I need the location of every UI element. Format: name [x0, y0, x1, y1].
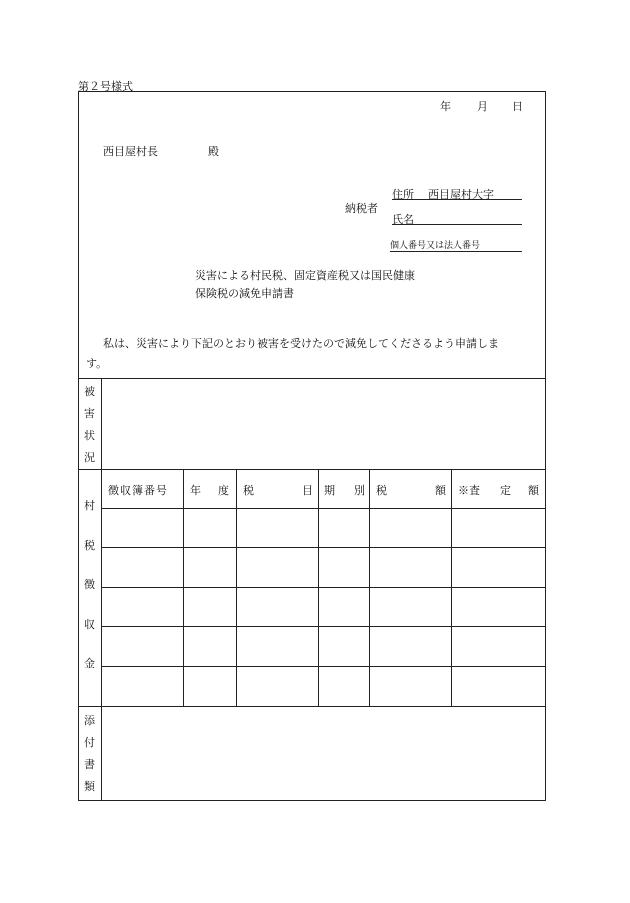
header-amount-a: 税 [376, 484, 387, 497]
addressee-name: 西目屋村長 [103, 145, 158, 158]
table-row-line [101, 666, 546, 667]
form-number: 第２号様式 [78, 80, 133, 93]
header-period-a: 期 [324, 484, 335, 497]
statement-line2: す。 [86, 357, 108, 370]
name-label: 氏名 [392, 213, 414, 226]
address-label: 住所 [392, 188, 414, 201]
header-collection-number: 徴収簿番号 [108, 484, 168, 497]
header-assessed-c: 額 [528, 484, 539, 497]
date-day: 日 [512, 100, 523, 113]
header-year-a: 年 [190, 484, 201, 497]
header-tax-item-b: 目 [302, 484, 313, 497]
addressee-honorific: 殿 [208, 145, 219, 158]
address-underline [392, 199, 522, 200]
address-value: 西目屋村大字 [428, 188, 494, 201]
table-row-line [101, 508, 546, 509]
table-row-line [101, 547, 546, 548]
damage-label: 被 害 状 況 [84, 385, 95, 464]
name-underline [392, 224, 522, 225]
tax-label: 村 税 徴 収 金 [84, 499, 95, 670]
id-label: 個人番号又は法人番号 [390, 241, 481, 251]
header-amount-b: 額 [435, 484, 446, 497]
header-assessed-a: ※査 [458, 484, 480, 497]
table-row-line [101, 587, 546, 588]
table-col-line [369, 469, 370, 706]
table-col-line [183, 469, 184, 706]
id-underline [390, 251, 522, 252]
title-line2: 保険税の減免申請書 [195, 287, 294, 300]
header-year-b: 度 [218, 484, 229, 497]
attachments-label: 添 付 書 類 [84, 714, 95, 793]
header-period-b: 別 [354, 484, 365, 497]
label-column-divider [101, 378, 102, 801]
table-col-line [451, 469, 452, 706]
header-tax-item-a: 税 [243, 484, 254, 497]
taxpayer-label: 納税者 [345, 202, 378, 215]
statement-line1: 私は、災害により下記のとおり被害を受けたので減免してくださるよう申請しま [103, 337, 499, 350]
table-col-line [236, 469, 237, 706]
divider-attachments [78, 706, 546, 707]
date-month: 月 [477, 100, 488, 113]
header-assessed-b: 定 [500, 484, 511, 497]
divider-top [78, 378, 546, 379]
date-year: 年 [440, 100, 451, 113]
title-line1: 災害による村民税、固定資産税又は国民健康 [195, 269, 415, 282]
divider-tax [78, 469, 546, 470]
table-row-line [101, 626, 546, 627]
table-col-line [318, 469, 319, 706]
